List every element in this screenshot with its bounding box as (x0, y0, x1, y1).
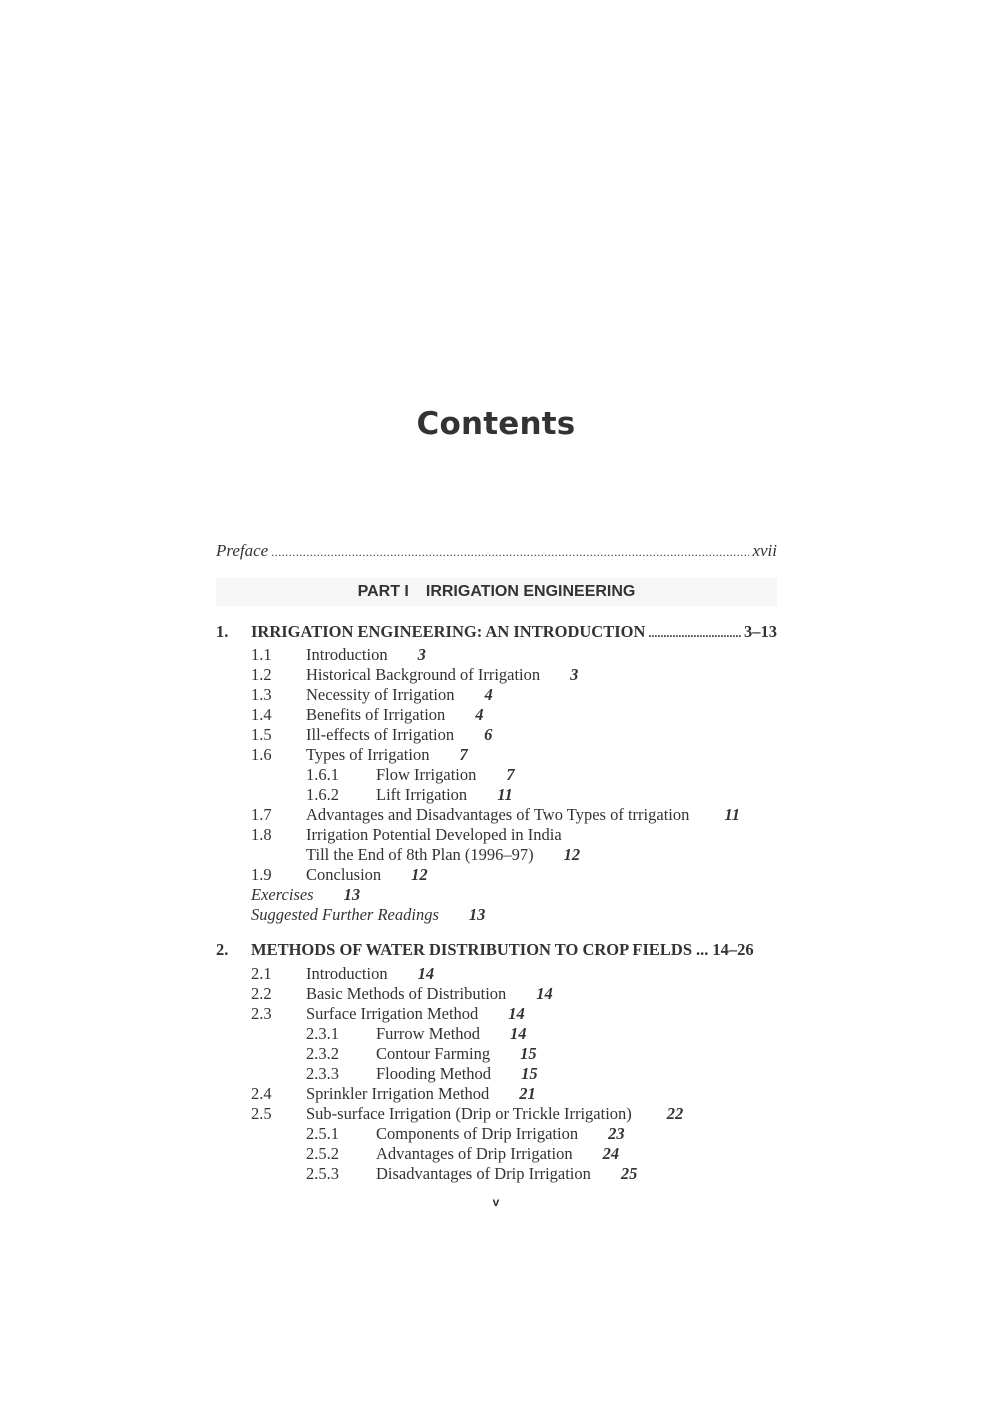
entry-page: 3 (417, 645, 426, 664)
chapter-1-entries (251, 645, 791, 925)
chapter-pages: 3–13 (744, 622, 777, 641)
entry-page: 23 (608, 1124, 625, 1143)
entry-number: 2.5.2 (306, 1144, 339, 1163)
part-number: PART I (357, 583, 409, 600)
entry-number: 1.1 (251, 645, 272, 664)
entry-label: Introduction (306, 964, 388, 983)
entry-label: Ill-effects of Irrigation (306, 725, 455, 744)
toc-subentry[interactable] (251, 1164, 791, 1184)
entry-label: Surface Irrigation Method (306, 1004, 479, 1023)
chapter-number: 1. (216, 622, 229, 641)
entry-page: 7 (459, 745, 468, 764)
preface-page: xvii (752, 541, 777, 560)
entry-number: 1.2 (251, 665, 272, 684)
entry-number: 1.7 (251, 805, 272, 824)
toc-entry[interactable] (251, 745, 791, 765)
entry-number: 2.1 (251, 964, 272, 983)
entry-page: 15 (520, 1044, 537, 1063)
entry-page: 25 (620, 1164, 638, 1183)
entry-label: Contour Farming (376, 1044, 491, 1063)
toc-subentry[interactable] (251, 1064, 791, 1084)
chapter-title: IRRIGATION ENGINEERING: AN INTRODUCTION (251, 622, 646, 641)
toc-subentry[interactable] (251, 785, 791, 805)
toc-entry[interactable] (251, 685, 791, 705)
entry-number: 2.5.1 (306, 1124, 339, 1143)
toc-entry[interactable] (251, 1104, 791, 1124)
chapter-title: METHODS OF WATER DISTRIBUTION TO CROP FIELDS (251, 940, 693, 959)
entry-label: Necessity of Irrigation (306, 685, 455, 704)
entry-label: Till the End of 8th Plan (1996–97) (306, 845, 534, 864)
entry-page: 22 (666, 1104, 684, 1123)
entry-page: 4 (475, 705, 484, 724)
entry-label: Flooding Method (376, 1064, 492, 1083)
entry-label: Flow Irrigation (376, 765, 477, 784)
toc-entry[interactable] (251, 984, 791, 1004)
toc-entry[interactable] (251, 1084, 791, 1104)
entry-label: Basic Methods of Distribution (306, 984, 507, 1003)
entry-number: 1.3 (251, 685, 272, 704)
entry-label: Benefits of Irrigation (306, 705, 446, 724)
entry-page: 24 (602, 1144, 620, 1163)
entry-page: 14 (417, 964, 435, 983)
page-title: Contents (416, 406, 576, 442)
entry-number: 2.3.2 (306, 1044, 339, 1063)
toc-entry[interactable] (251, 805, 791, 825)
entry-number: 1.6.2 (306, 785, 339, 804)
preface-label: Preface (216, 541, 269, 560)
entry-label: Conclusion (306, 865, 382, 884)
toc-entry[interactable] (251, 665, 791, 685)
entry-page: 14 (510, 1024, 527, 1043)
entry-label: Disadvantages of Drip Irrigation (376, 1164, 591, 1183)
toc-entry[interactable] (251, 1004, 791, 1024)
toc-entry[interactable] (251, 825, 791, 845)
chapter-pages: 14–26 (712, 940, 754, 959)
entry-page: 11 (724, 805, 740, 824)
entry-number: 1.6 (251, 745, 272, 764)
entry-number: 2.2 (251, 984, 272, 1003)
toc-subentry[interactable] (251, 765, 791, 785)
entry-label: Sprinkler Irrigation Method (306, 1084, 490, 1103)
entry-label: Components of Drip Irrigation (376, 1124, 579, 1143)
entry-number: 1.8 (251, 825, 272, 844)
entry-label: Irrigation Potential Developed in India (306, 825, 562, 844)
entry-label: Furrow Method (376, 1024, 481, 1043)
toc-further-readings[interactable] (251, 905, 791, 925)
toc-entry[interactable] (251, 725, 791, 745)
entry-number: 2.5 (251, 1104, 272, 1123)
entry-page: 12 (563, 845, 581, 864)
entry-label: Historical Background of Irrigation (306, 665, 541, 684)
toc-entry[interactable] (251, 705, 791, 725)
toc-entry[interactable] (251, 865, 791, 885)
toc-subentry[interactable] (251, 1124, 791, 1144)
leader-dots: ... (696, 940, 709, 959)
toc-subentry[interactable] (251, 1024, 791, 1044)
toc-exercises[interactable] (251, 885, 791, 905)
entry-number: 1.6.1 (306, 765, 339, 784)
entry-page: 6 (484, 725, 493, 744)
part-heading (216, 578, 777, 606)
leader-dots (648, 626, 741, 641)
entry-page: 15 (521, 1064, 538, 1083)
entry-page: 13 (343, 885, 361, 904)
entry-page: 13 (468, 905, 486, 924)
page-number: v (492, 1195, 500, 1209)
entry-number: 2.3 (251, 1004, 272, 1023)
part-title: IRRIGATION ENGINEERING (425, 583, 636, 600)
chapter-2-entries (251, 964, 791, 1184)
entry-number: 2.4 (251, 1084, 272, 1103)
toc-entry[interactable] (251, 964, 791, 984)
toc-subentry[interactable] (251, 1144, 791, 1164)
chapter-heading-2[interactable] (216, 940, 777, 960)
leader-dots (271, 545, 749, 560)
entry-number: 2.3.1 (306, 1024, 339, 1043)
entry-number: 1.4 (251, 705, 272, 724)
entry-page: 7 (506, 765, 515, 784)
entry-number: 1.9 (251, 865, 272, 884)
chapter-number: 2. (216, 940, 229, 959)
toc-preface-entry[interactable] (216, 541, 777, 561)
entry-page: 14 (508, 1004, 525, 1023)
entry-page: 14 (536, 984, 553, 1003)
entry-label: Exercises (251, 885, 314, 904)
entry-label: Types of Irrigation (306, 745, 430, 764)
entry-label: Suggested Further Readings (251, 905, 439, 924)
toc-subentry[interactable] (251, 1044, 791, 1064)
entry-number: 1.5 (251, 725, 272, 744)
toc-entry-continuation[interactable] (251, 845, 791, 865)
entry-number: 2.5.3 (306, 1164, 339, 1183)
entry-page: 12 (411, 865, 428, 884)
chapter-heading-1[interactable] (216, 622, 777, 642)
entry-label: Advantages of Drip Irrigation (376, 1144, 573, 1163)
entry-number: 2.3.3 (306, 1064, 339, 1083)
toc-entry[interactable] (251, 645, 791, 665)
entry-page: 4 (484, 685, 493, 704)
entry-label: Introduction (306, 645, 388, 664)
entry-page: 21 (519, 1084, 536, 1103)
entry-label: Lift Irrigation (376, 785, 468, 804)
entry-page: 3 (570, 665, 579, 684)
entry-page: 11 (497, 785, 513, 804)
entry-label: Sub-surface Irrigation (Drip or Trickle Irrigation) (306, 1104, 632, 1123)
entry-label: Advantages and Disadvantages of Two Types of trrigation (306, 805, 690, 824)
